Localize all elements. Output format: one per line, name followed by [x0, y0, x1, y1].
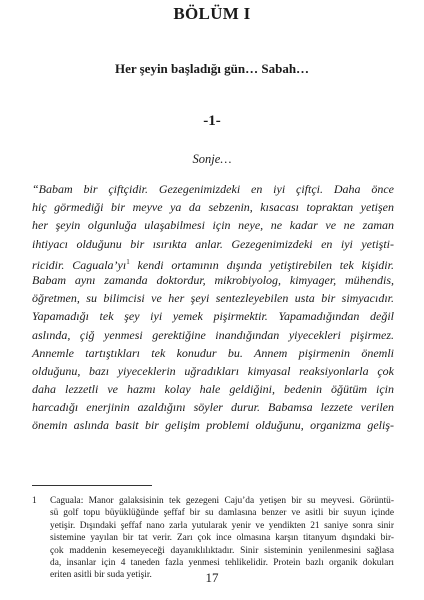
- page-number: 17: [205, 570, 219, 585]
- footnote-divider: [32, 485, 152, 486]
- footnote-text: [50, 495, 394, 582]
- body-line: her şeyin olgunluğa ulaşabilmesi için neye, ne kadar ve ne zaman: [32, 218, 394, 233]
- footnote-line: yetişir. Dışındaki şeffaf nano zarla yutularak yenir ve yendikten 21 saniye sonra sinir: [50, 520, 394, 531]
- section-number: -1-: [203, 113, 221, 129]
- footnote-line: sü golf topu büyüklüğünde şeffaf bir su damlasına benzer ve asitli bir suyun içinde: [50, 508, 394, 519]
- body-line: Babam aynı zamanda doktordur, mikrobiyolog, kimyager, mühendis,: [32, 272, 394, 287]
- chapter-subtitle: Her şeyin başladığı gün… Sabah…: [114, 61, 310, 76]
- body-line: hiç görmediği bir meyve ya da sebzenin, kısacası topraktan yetişen: [32, 200, 394, 215]
- body-text: [32, 180, 394, 435]
- body-line: Yapamadığı tek şey iyi yemek pişirmektir. Yapamadığından değil: [32, 309, 394, 324]
- body-line-start: ricidir. Caguala’yı: [32, 257, 127, 272]
- footnote-line: eriten asitli bir suda yetişir.: [50, 570, 152, 581]
- body-line-with-footnote: [32, 253, 394, 271]
- body-line: Annemle tartıştıkları tek konudur bu. Annem pişirmenin önemli: [32, 345, 394, 360]
- footnote-line: çok maddenin kesemeyeceği dayanıklılıktadır. Sinir sisteminin yenilenmesini sağlasa: [50, 545, 394, 556]
- footnote-number: 1: [32, 496, 37, 506]
- footnote-reference[interactable]: 1: [126, 257, 130, 266]
- footnote-line: da, insanlar için 4 taneden fazla yenmesi tehlikelidir. Protein bazlı organik dokuları: [50, 557, 394, 568]
- footnote: [32, 495, 394, 582]
- body-line: ihtiyacı olduğunu bir ısırıkta anlar. Gezegenimizdeki en iyi yetişti-: [32, 236, 394, 251]
- body-line: aslında, çiğ yenmesi gerektiğine inandığından yiyecekleri pişirmez.: [32, 327, 394, 342]
- chapter-title: BÖLÜM I: [173, 4, 251, 23]
- footnote-line: sistemine yayılan bir tat verir. Zarı çok ince olmasına karşın titanyum dışındaki bir-: [50, 533, 394, 544]
- body-line-end: kendi ortamının dışında yetiştirebilen tek kişidir.: [129, 257, 394, 272]
- body-line: harcadığı enerjinin azaldığını söyler durur. Babamsa lezzete verilen: [32, 400, 394, 415]
- body-line: “Babam bir çiftçidir. Gezegenimizdeki en iyi çiftçi. Daha önce: [32, 182, 394, 196]
- body-line: daha lezzetli ve hazmı kolay hale geldiğini, bedenin öğütüm için: [32, 382, 394, 397]
- body-line: öğretmen, su bilimcisi ve her şeyi sentezleyebilen usta bir simyacıdır.: [32, 291, 394, 306]
- footnote-line: Caguala: Manor galaksisinin tek gezegeni Caju’da yetişen bir su meyvesi. Görüntü-: [50, 496, 394, 506]
- body-line: önemin aslında basit bir gelişim problemi olduğunu, organizma geliş-: [32, 418, 394, 433]
- speaker-name: Sonje…: [192, 152, 232, 166]
- body-line: olduğunu, bazı yiyeceklerin uğradıkları kimyasal reaksiyonlarla çok: [32, 363, 394, 378]
